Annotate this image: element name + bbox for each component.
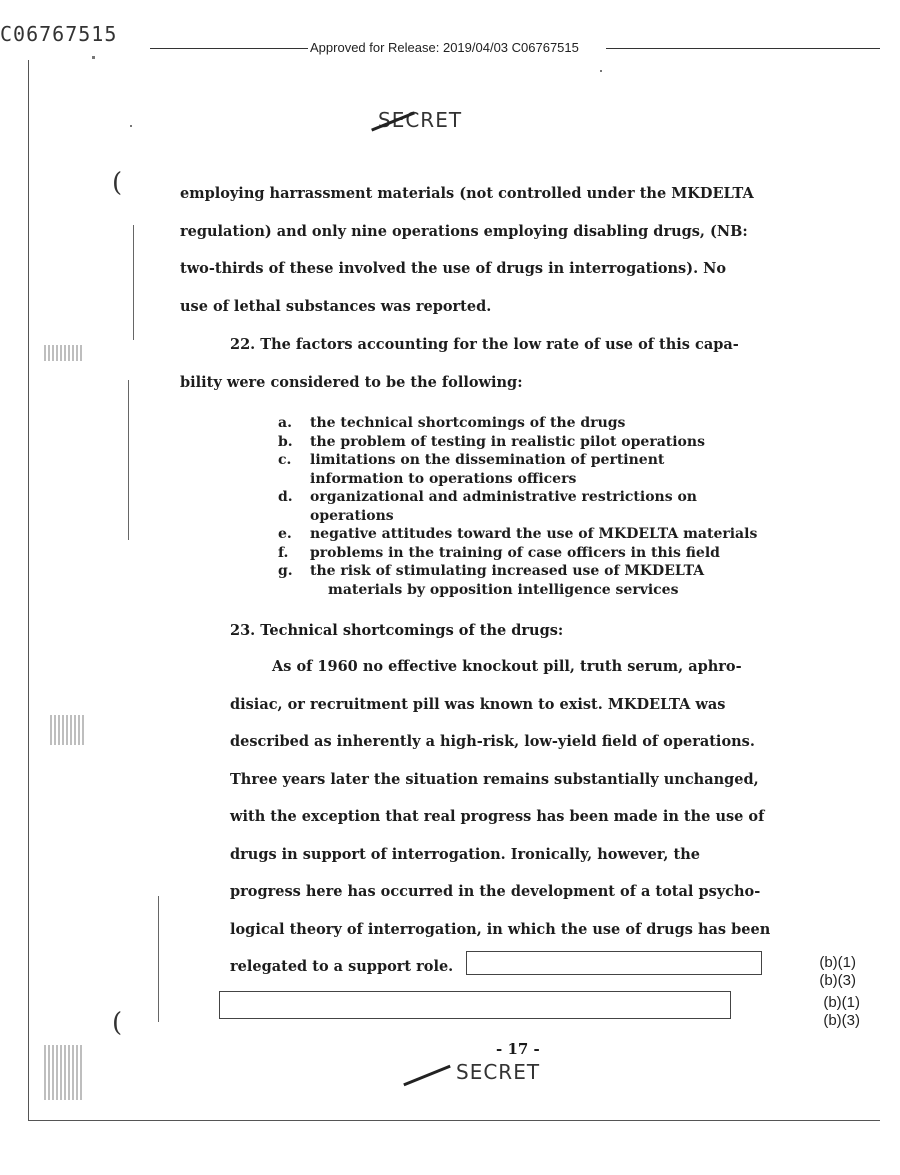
paragraph-23-body: As of 1960 no effective knockout pill, truth serum, aphro- disiac, or recruitment pill was known to exist. MKDELTA was described as inherently a high-risk, low-yield field of operations. Three years later the situation remains substantially unchanged, with the exception that real progress has been made in the use of drugs in support of interrogation. Ironically, however, the progress here has occurred in the development of a total psycho- logical theory of interrogation, in which the use of drugs has been relegated to a support role.	[230, 658, 771, 975]
page-frame-left	[28, 60, 29, 1120]
margin-line	[133, 225, 134, 340]
margin-parenthesis-top: (	[112, 168, 123, 198]
list-item: b. the problem of testing in realistic pilot operations	[278, 433, 705, 450]
release-stamp: Approved for Release: 2019/04/03 C06767515	[310, 40, 579, 55]
scan-noise	[50, 715, 84, 745]
scan-noise	[44, 1045, 84, 1100]
page-number: - 17 -	[496, 1040, 540, 1058]
list-item: f. problems in the training of case officers in this field	[278, 544, 720, 561]
margin-parenthesis-bottom: (	[112, 1008, 123, 1038]
list-item: a. the technical shortcomings of the drugs	[278, 415, 626, 431]
paragraph-23-heading: 23. Technical shortcomings of the drugs:	[230, 622, 564, 639]
page-frame-bottom	[28, 1120, 880, 1121]
list-item: d. organizational and administrative restrictions on operations	[278, 489, 697, 524]
redaction-box	[466, 951, 762, 975]
document-id: C06767515	[0, 22, 118, 46]
margin-line	[158, 896, 159, 1022]
list-item: e. negative attitudes toward the use of MKDELTA materials	[278, 526, 758, 542]
opening-paragraph: employing harrassment materials (not controlled under the MKDELTA regulation) and only nine operations employing disabling drugs, (NB: two-thirds of these involved the use of drugs in interrogations). No use of lethal substances was reported.	[180, 185, 754, 315]
list-item: c. limitations on the dissemination of pertinent information to operations officers	[278, 452, 665, 487]
scan-speck	[92, 56, 95, 59]
release-rule-right	[606, 48, 880, 49]
scan-speck	[600, 70, 602, 72]
margin-line	[128, 380, 129, 540]
paragraph-22: 22. The factors accounting for the low rate of use of this capa- bility were considered to be the following:	[180, 336, 739, 391]
scan-speck	[130, 125, 132, 127]
release-rule-left	[150, 48, 308, 49]
factors-list	[278, 414, 757, 599]
exemption-code: (b)(1) (b)(3)	[823, 994, 860, 1029]
classification-stamp-bottom: SECRET	[410, 1060, 540, 1084]
scan-noise	[44, 345, 84, 361]
exemption-code: (b)(1) (b)(3)	[819, 954, 856, 989]
classification-stamp-top: SECRET	[378, 108, 462, 132]
redaction-box	[219, 991, 731, 1019]
list-item: g. the risk of stimulating increased use of MKDELTA materials by opposition intelligence services	[278, 563, 705, 598]
